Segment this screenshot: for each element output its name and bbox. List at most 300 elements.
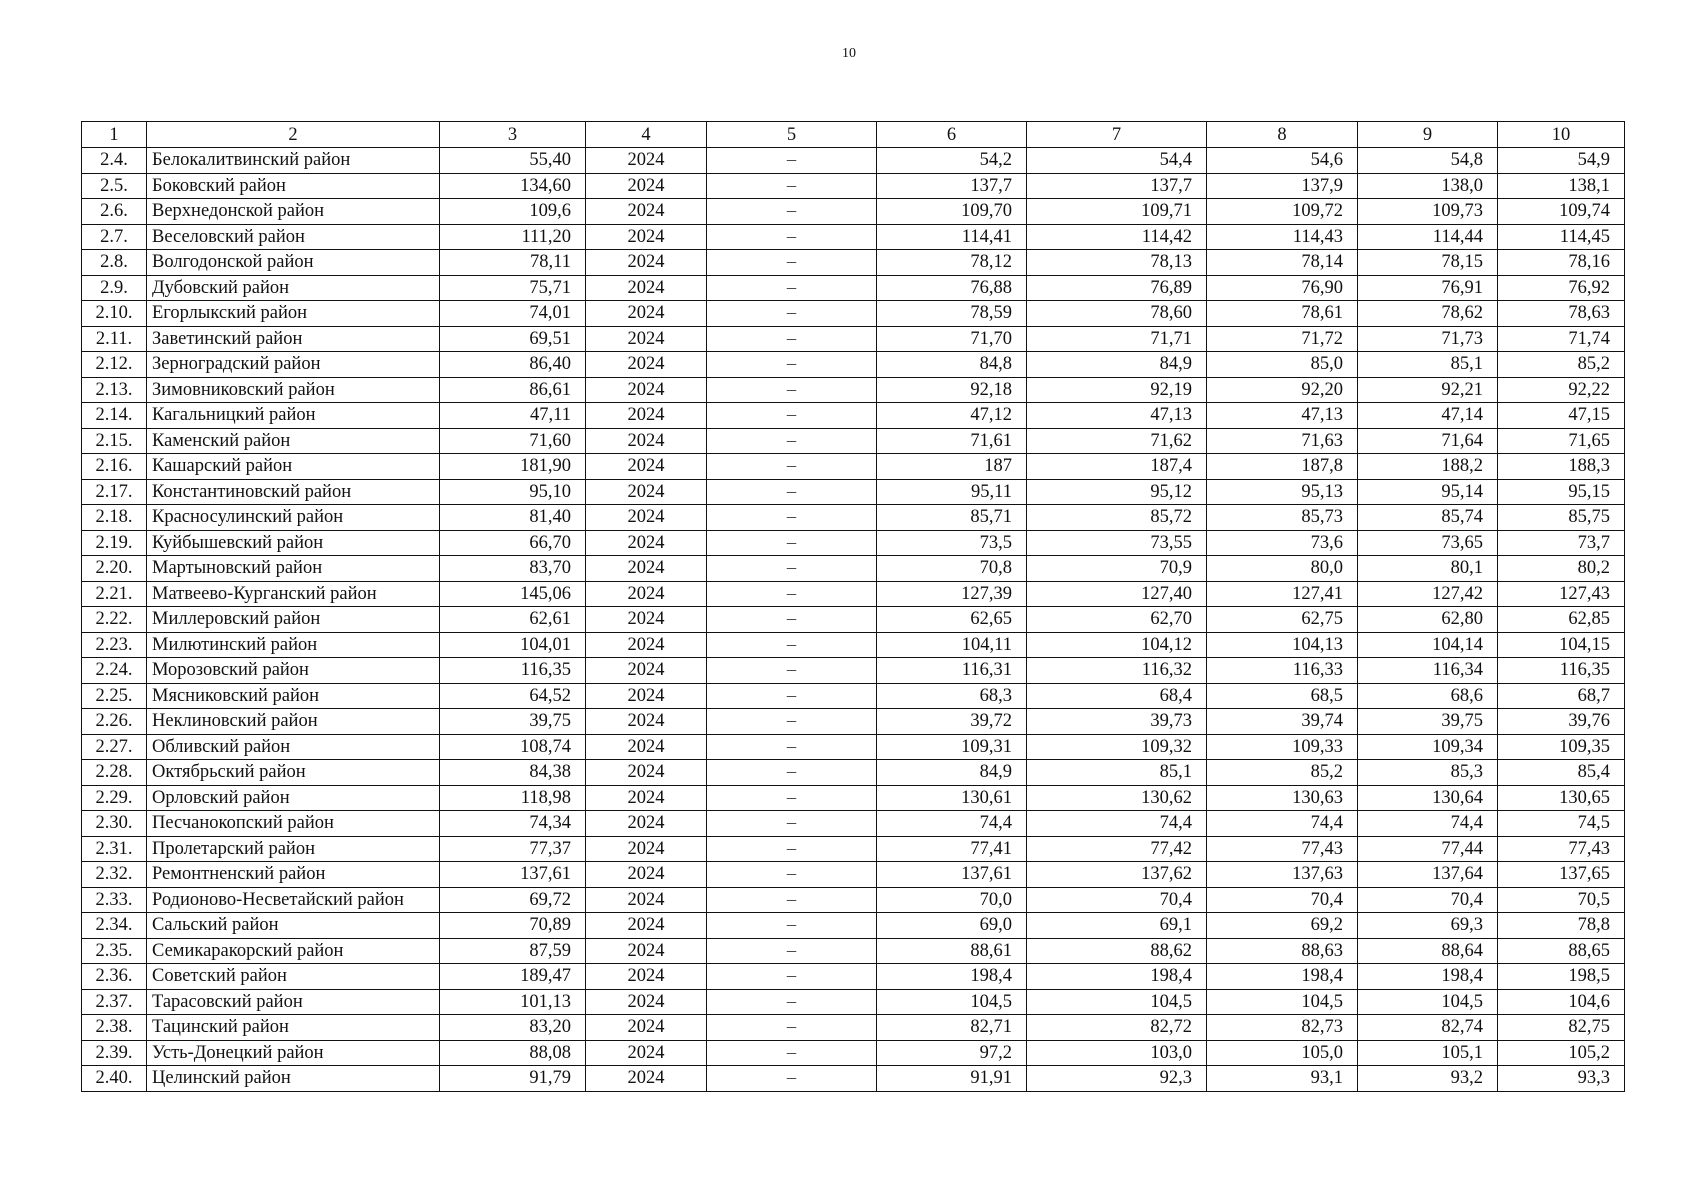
- row-number: 2.34.: [82, 913, 147, 939]
- value-col-5: –: [707, 1015, 877, 1041]
- value-col-3: 55,40: [440, 148, 586, 174]
- row-number: 2.40.: [82, 1066, 147, 1092]
- value-col-8: 116,33: [1207, 658, 1358, 684]
- district-name: Кашарский район: [147, 454, 440, 480]
- column-header: 9: [1358, 122, 1498, 148]
- value-col-7: 95,12: [1027, 479, 1207, 505]
- row-number: 2.26.: [82, 709, 147, 735]
- year: 2024: [586, 352, 707, 378]
- year: 2024: [586, 964, 707, 990]
- table-row: [82, 632, 1625, 658]
- value-col-3: 145,06: [440, 581, 586, 607]
- row-number: 2.36.: [82, 964, 147, 990]
- value-col-8: 92,20: [1207, 377, 1358, 403]
- year: 2024: [586, 658, 707, 684]
- value-col-7: 84,9: [1027, 352, 1207, 378]
- value-col-5: –: [707, 505, 877, 531]
- value-col-5: –: [707, 530, 877, 556]
- value-col-9: 82,74: [1358, 1015, 1498, 1041]
- value-col-8: 39,74: [1207, 709, 1358, 735]
- value-col-8: 80,0: [1207, 556, 1358, 582]
- district-name: Заветинский район: [147, 326, 440, 352]
- value-col-8: 47,13: [1207, 403, 1358, 429]
- value-col-9: 71,64: [1358, 428, 1498, 454]
- table-row: [82, 454, 1625, 480]
- value-col-10: 93,3: [1498, 1066, 1625, 1092]
- value-col-8: 85,2: [1207, 760, 1358, 786]
- district-name: Куйбышевский район: [147, 530, 440, 556]
- value-col-9: 68,6: [1358, 683, 1498, 709]
- value-col-6: 39,72: [877, 709, 1027, 735]
- row-number: 2.14.: [82, 403, 147, 429]
- value-col-9: 76,91: [1358, 275, 1498, 301]
- value-col-3: 78,11: [440, 250, 586, 276]
- row-number: 2.38.: [82, 1015, 147, 1041]
- value-col-9: 85,74: [1358, 505, 1498, 531]
- year: 2024: [586, 505, 707, 531]
- value-col-9: 116,34: [1358, 658, 1498, 684]
- header-row: [82, 122, 1625, 148]
- district-name: Мартыновский район: [147, 556, 440, 582]
- value-col-8: 137,9: [1207, 173, 1358, 199]
- value-col-3: 47,11: [440, 403, 586, 429]
- value-col-10: 71,74: [1498, 326, 1625, 352]
- value-col-3: 39,75: [440, 709, 586, 735]
- year: 2024: [586, 275, 707, 301]
- year: 2024: [586, 428, 707, 454]
- district-name: Боковский район: [147, 173, 440, 199]
- value-col-3: 84,38: [440, 760, 586, 786]
- value-col-3: 181,90: [440, 454, 586, 480]
- year: 2024: [586, 632, 707, 658]
- value-col-7: 198,4: [1027, 964, 1207, 990]
- row-number: 2.7.: [82, 224, 147, 250]
- district-name: Тацинский район: [147, 1015, 440, 1041]
- value-col-3: 101,13: [440, 989, 586, 1015]
- value-col-9: 70,4: [1358, 887, 1498, 913]
- district-name: Зимовниковский район: [147, 377, 440, 403]
- column-header: 8: [1207, 122, 1358, 148]
- value-col-10: 137,65: [1498, 862, 1625, 888]
- district-name: Усть-Донецкий район: [147, 1040, 440, 1066]
- value-col-9: 130,64: [1358, 785, 1498, 811]
- district-name: Кагальницкий район: [147, 403, 440, 429]
- value-col-3: 77,37: [440, 836, 586, 862]
- value-col-7: 71,62: [1027, 428, 1207, 454]
- value-col-6: 137,61: [877, 862, 1027, 888]
- value-col-9: 88,64: [1358, 938, 1498, 964]
- value-col-8: 70,4: [1207, 887, 1358, 913]
- value-col-8: 137,63: [1207, 862, 1358, 888]
- table-row: [82, 607, 1625, 633]
- row-number: 2.25.: [82, 683, 147, 709]
- value-col-3: 116,35: [440, 658, 586, 684]
- year: 2024: [586, 1066, 707, 1092]
- value-col-5: –: [707, 250, 877, 276]
- table-row: [82, 556, 1625, 582]
- district-name: Мясниковский район: [147, 683, 440, 709]
- value-col-5: –: [707, 683, 877, 709]
- value-col-3: 75,71: [440, 275, 586, 301]
- year: 2024: [586, 989, 707, 1015]
- value-col-8: 130,63: [1207, 785, 1358, 811]
- value-col-10: 78,63: [1498, 301, 1625, 327]
- value-col-7: 77,42: [1027, 836, 1207, 862]
- value-col-7: 78,13: [1027, 250, 1207, 276]
- value-col-3: 71,60: [440, 428, 586, 454]
- value-col-5: –: [707, 1066, 877, 1092]
- value-col-6: 62,65: [877, 607, 1027, 633]
- row-number: 2.39.: [82, 1040, 147, 1066]
- value-col-7: 130,62: [1027, 785, 1207, 811]
- value-col-3: 118,98: [440, 785, 586, 811]
- district-name: Пролетарский район: [147, 836, 440, 862]
- value-col-10: 198,5: [1498, 964, 1625, 990]
- value-col-8: 76,90: [1207, 275, 1358, 301]
- value-col-6: 69,0: [877, 913, 1027, 939]
- value-col-5: –: [707, 556, 877, 582]
- value-col-6: 114,41: [877, 224, 1027, 250]
- table-row: [82, 301, 1625, 327]
- value-col-9: 47,14: [1358, 403, 1498, 429]
- value-col-5: –: [707, 1040, 877, 1066]
- value-col-6: 71,61: [877, 428, 1027, 454]
- value-col-9: 78,62: [1358, 301, 1498, 327]
- value-col-8: 104,5: [1207, 989, 1358, 1015]
- value-col-9: 109,73: [1358, 199, 1498, 225]
- district-name: Родионово-Несветайский район: [147, 887, 440, 913]
- value-col-7: 62,70: [1027, 607, 1207, 633]
- value-col-8: 95,13: [1207, 479, 1358, 505]
- value-col-9: 104,14: [1358, 632, 1498, 658]
- column-header: 7: [1027, 122, 1207, 148]
- value-col-6: 78,59: [877, 301, 1027, 327]
- value-col-9: 127,42: [1358, 581, 1498, 607]
- value-col-10: 82,75: [1498, 1015, 1625, 1041]
- value-col-7: 92,3: [1027, 1066, 1207, 1092]
- value-col-3: 189,47: [440, 964, 586, 990]
- value-col-5: –: [707, 352, 877, 378]
- value-col-8: 85,73: [1207, 505, 1358, 531]
- value-col-3: 66,70: [440, 530, 586, 556]
- value-col-6: 92,18: [877, 377, 1027, 403]
- table-row: [82, 862, 1625, 888]
- district-name: Морозовский район: [147, 658, 440, 684]
- value-col-6: 137,7: [877, 173, 1027, 199]
- value-col-10: 77,43: [1498, 836, 1625, 862]
- value-col-7: 78,60: [1027, 301, 1207, 327]
- year: 2024: [586, 224, 707, 250]
- row-number: 2.31.: [82, 836, 147, 862]
- value-col-8: 85,0: [1207, 352, 1358, 378]
- table-row: [82, 1066, 1625, 1092]
- value-col-8: 109,33: [1207, 734, 1358, 760]
- value-col-10: 95,15: [1498, 479, 1625, 505]
- value-col-6: 54,2: [877, 148, 1027, 174]
- table-row: [82, 505, 1625, 531]
- year: 2024: [586, 1040, 707, 1066]
- value-col-6: 198,4: [877, 964, 1027, 990]
- value-col-3: 91,79: [440, 1066, 586, 1092]
- value-col-10: 54,9: [1498, 148, 1625, 174]
- district-name: Семикаракорский район: [147, 938, 440, 964]
- value-col-8: 105,0: [1207, 1040, 1358, 1066]
- value-col-5: –: [707, 632, 877, 658]
- column-header: 1: [82, 122, 147, 148]
- row-number: 2.20.: [82, 556, 147, 582]
- value-col-5: –: [707, 938, 877, 964]
- value-col-10: 68,7: [1498, 683, 1625, 709]
- district-name: Тарасовский район: [147, 989, 440, 1015]
- district-name: Милютинский район: [147, 632, 440, 658]
- value-col-6: 82,71: [877, 1015, 1027, 1041]
- value-col-5: –: [707, 224, 877, 250]
- district-name: Зерноградский район: [147, 352, 440, 378]
- value-col-3: 83,70: [440, 556, 586, 582]
- district-name: Советский район: [147, 964, 440, 990]
- value-col-9: 198,4: [1358, 964, 1498, 990]
- row-number: 2.32.: [82, 862, 147, 888]
- value-col-5: –: [707, 199, 877, 225]
- table-row: [82, 760, 1625, 786]
- column-header: 2: [147, 122, 440, 148]
- value-col-5: –: [707, 479, 877, 505]
- value-col-7: 74,4: [1027, 811, 1207, 837]
- column-header: 5: [707, 122, 877, 148]
- table-row: [82, 275, 1625, 301]
- column-header: 10: [1498, 122, 1625, 148]
- value-col-6: 47,12: [877, 403, 1027, 429]
- year: 2024: [586, 301, 707, 327]
- value-col-7: 70,4: [1027, 887, 1207, 913]
- row-number: 2.13.: [82, 377, 147, 403]
- value-col-10: 116,35: [1498, 658, 1625, 684]
- value-col-3: 70,89: [440, 913, 586, 939]
- value-col-3: 95,10: [440, 479, 586, 505]
- value-col-9: 85,1: [1358, 352, 1498, 378]
- district-name: Ремонтненский район: [147, 862, 440, 888]
- value-col-5: –: [707, 148, 877, 174]
- value-col-10: 62,85: [1498, 607, 1625, 633]
- row-number: 2.9.: [82, 275, 147, 301]
- year: 2024: [586, 887, 707, 913]
- value-col-5: –: [707, 709, 877, 735]
- value-col-8: 68,5: [1207, 683, 1358, 709]
- value-col-6: 71,70: [877, 326, 1027, 352]
- value-col-10: 85,75: [1498, 505, 1625, 531]
- value-col-6: 109,31: [877, 734, 1027, 760]
- value-col-9: 95,14: [1358, 479, 1498, 505]
- value-col-9: 105,1: [1358, 1040, 1498, 1066]
- value-col-3: 64,52: [440, 683, 586, 709]
- year: 2024: [586, 326, 707, 352]
- row-number: 2.30.: [82, 811, 147, 837]
- value-col-8: 82,73: [1207, 1015, 1358, 1041]
- row-number: 2.22.: [82, 607, 147, 633]
- value-col-7: 68,4: [1027, 683, 1207, 709]
- value-col-9: 80,1: [1358, 556, 1498, 582]
- table-row: [82, 1040, 1625, 1066]
- row-number: 2.15.: [82, 428, 147, 454]
- value-col-7: 47,13: [1027, 403, 1207, 429]
- row-number: 2.27.: [82, 734, 147, 760]
- value-col-10: 39,76: [1498, 709, 1625, 735]
- value-col-5: –: [707, 989, 877, 1015]
- table-body: [82, 148, 1625, 1092]
- column-header: 4: [586, 122, 707, 148]
- value-col-6: 84,8: [877, 352, 1027, 378]
- value-col-10: 73,7: [1498, 530, 1625, 556]
- row-number: 2.19.: [82, 530, 147, 556]
- value-col-7: 73,55: [1027, 530, 1207, 556]
- district-name: Волгодонской район: [147, 250, 440, 276]
- year: 2024: [586, 760, 707, 786]
- value-col-9: 85,3: [1358, 760, 1498, 786]
- year: 2024: [586, 607, 707, 633]
- table-row: [82, 785, 1625, 811]
- table-row: [82, 428, 1625, 454]
- value-col-10: 109,35: [1498, 734, 1625, 760]
- value-col-3: 137,61: [440, 862, 586, 888]
- value-col-7: 69,1: [1027, 913, 1207, 939]
- value-col-6: 95,11: [877, 479, 1027, 505]
- year: 2024: [586, 556, 707, 582]
- value-col-3: 88,08: [440, 1040, 586, 1066]
- value-col-9: 71,73: [1358, 326, 1498, 352]
- year: 2024: [586, 530, 707, 556]
- value-col-3: 111,20: [440, 224, 586, 250]
- district-name: Миллеровский район: [147, 607, 440, 633]
- value-col-8: 104,13: [1207, 632, 1358, 658]
- value-col-9: 109,34: [1358, 734, 1498, 760]
- row-number: 2.5.: [82, 173, 147, 199]
- value-col-8: 88,63: [1207, 938, 1358, 964]
- district-name: Константиновский район: [147, 479, 440, 505]
- value-col-7: 85,1: [1027, 760, 1207, 786]
- year: 2024: [586, 734, 707, 760]
- row-number: 2.35.: [82, 938, 147, 964]
- district-name: Матвеево-Курганский район: [147, 581, 440, 607]
- value-col-5: –: [707, 811, 877, 837]
- value-col-3: 81,40: [440, 505, 586, 531]
- value-col-8: 69,2: [1207, 913, 1358, 939]
- row-number: 2.4.: [82, 148, 147, 174]
- value-col-7: 39,73: [1027, 709, 1207, 735]
- value-col-7: 104,5: [1027, 989, 1207, 1015]
- value-col-3: 83,20: [440, 1015, 586, 1041]
- district-name: Дубовский район: [147, 275, 440, 301]
- value-col-3: 86,40: [440, 352, 586, 378]
- value-col-7: 82,72: [1027, 1015, 1207, 1041]
- value-col-6: 109,70: [877, 199, 1027, 225]
- value-col-10: 92,22: [1498, 377, 1625, 403]
- value-col-9: 78,15: [1358, 250, 1498, 276]
- row-number: 2.17.: [82, 479, 147, 505]
- value-col-8: 78,14: [1207, 250, 1358, 276]
- district-name: Обливский район: [147, 734, 440, 760]
- row-number: 2.24.: [82, 658, 147, 684]
- table-row: [82, 734, 1625, 760]
- value-col-10: 105,2: [1498, 1040, 1625, 1066]
- data-table: [81, 121, 1625, 1092]
- page-number: 10: [842, 46, 856, 61]
- district-name: Неклиновский район: [147, 709, 440, 735]
- value-col-10: 85,2: [1498, 352, 1625, 378]
- table-row: [82, 148, 1625, 174]
- table-row: [82, 530, 1625, 556]
- value-col-9: 93,2: [1358, 1066, 1498, 1092]
- value-col-8: 198,4: [1207, 964, 1358, 990]
- table-row: [82, 836, 1625, 862]
- year: 2024: [586, 454, 707, 480]
- value-col-10: 138,1: [1498, 173, 1625, 199]
- year: 2024: [586, 938, 707, 964]
- district-name: Егорлыкский район: [147, 301, 440, 327]
- value-col-10: 104,15: [1498, 632, 1625, 658]
- year: 2024: [586, 709, 707, 735]
- value-col-6: 78,12: [877, 250, 1027, 276]
- value-col-6: 97,2: [877, 1040, 1027, 1066]
- value-col-7: 109,32: [1027, 734, 1207, 760]
- district-name: Октябрьский район: [147, 760, 440, 786]
- row-number: 2.18.: [82, 505, 147, 531]
- value-col-6: 76,88: [877, 275, 1027, 301]
- value-col-6: 88,61: [877, 938, 1027, 964]
- district-name: Красносулинский район: [147, 505, 440, 531]
- district-name: Веселовский район: [147, 224, 440, 250]
- table-row: [82, 658, 1625, 684]
- year: 2024: [586, 862, 707, 888]
- value-col-5: –: [707, 964, 877, 990]
- value-col-6: 73,5: [877, 530, 1027, 556]
- value-col-10: 188,3: [1498, 454, 1625, 480]
- value-col-9: 62,80: [1358, 607, 1498, 633]
- value-col-8: 109,72: [1207, 199, 1358, 225]
- value-col-7: 92,19: [1027, 377, 1207, 403]
- value-col-8: 73,6: [1207, 530, 1358, 556]
- table-row: [82, 709, 1625, 735]
- column-header: 3: [440, 122, 586, 148]
- value-col-8: 74,4: [1207, 811, 1358, 837]
- value-col-5: –: [707, 862, 877, 888]
- value-col-10: 47,15: [1498, 403, 1625, 429]
- value-col-7: 71,71: [1027, 326, 1207, 352]
- district-name: Сальский район: [147, 913, 440, 939]
- value-col-7: 103,0: [1027, 1040, 1207, 1066]
- table-row: [82, 173, 1625, 199]
- row-number: 2.10.: [82, 301, 147, 327]
- row-number: 2.16.: [82, 454, 147, 480]
- year: 2024: [586, 479, 707, 505]
- value-col-10: 130,65: [1498, 785, 1625, 811]
- row-number: 2.12.: [82, 352, 147, 378]
- value-col-7: 70,9: [1027, 556, 1207, 582]
- value-col-9: 104,5: [1358, 989, 1498, 1015]
- value-col-5: –: [707, 760, 877, 786]
- value-col-9: 138,0: [1358, 173, 1498, 199]
- value-col-6: 187: [877, 454, 1027, 480]
- table-row: [82, 887, 1625, 913]
- value-col-7: 137,62: [1027, 862, 1207, 888]
- value-col-7: 88,62: [1027, 938, 1207, 964]
- value-col-5: –: [707, 887, 877, 913]
- value-col-5: –: [707, 581, 877, 607]
- row-number: 2.21.: [82, 581, 147, 607]
- value-col-10: 104,6: [1498, 989, 1625, 1015]
- value-col-3: 86,61: [440, 377, 586, 403]
- value-col-8: 78,61: [1207, 301, 1358, 327]
- value-col-5: –: [707, 275, 877, 301]
